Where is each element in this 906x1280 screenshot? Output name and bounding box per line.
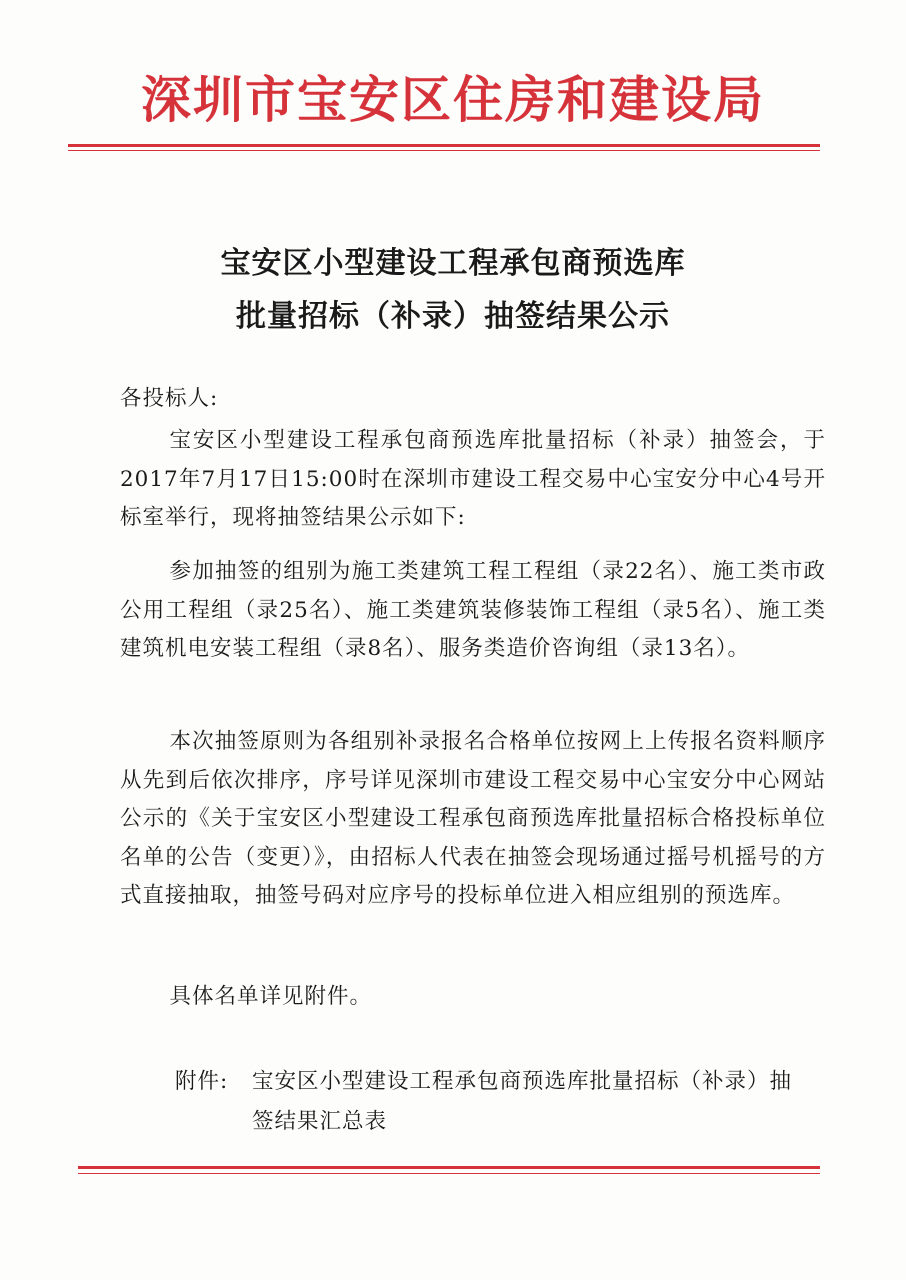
attachment-note [175, 1062, 812, 1142]
paragraph-meeting-info: 宝安区小型建设工程承包商预选库批量招标（补录）抽签会，于2017年7月17日15:00时在深圳市建设工程交易中心宝安分中心4号开标室举行，现将抽签结果公示如下: [120, 428, 826, 530]
attachment-title: 宝安区小型建设工程承包商预选库批量招标（补录）抽签结果汇总表 [252, 1069, 793, 1134]
paragraph-draw-principle: 本次抽签原则为各组别补录报名合格单位按网上上传报名资料顺序从先到后依次排序，序号详见深圳市建设工程交易中心宝安分中心网站公示的《关于宝安区小型建设工程承包商预选库批量招标合格投标单位名单的公告（变更）》，由招标人代表在抽签会现场通过摇号机摇号的方式直接抽取，抽签号码对应序号的投标单位进入相应组别的预选库。 [120, 729, 826, 908]
document-title-line-1: 宝安区小型建设工程承包商预选库 [220, 246, 686, 281]
footer-rule-thin [78, 1173, 820, 1174]
paragraph-see-attachment: 具体名单详见附件。 [169, 984, 372, 1009]
letterhead-rule-thin [68, 150, 820, 151]
greeting: 各投标人: [120, 386, 219, 411]
attachment-label: 附件: [175, 1069, 229, 1094]
footer-rule-thick [78, 1166, 820, 1169]
paragraph-groups: 参加抽签的组别为施工类建筑工程工程组（录22名）、施工类市政公用工程组（录25名）、施工类建筑装修装饰工程组（录5名）、施工类建筑机电安装工程组（录8名）、服务类造价咨询组（录13名）。 [120, 559, 826, 661]
letterhead-rule-thick [68, 144, 820, 147]
letterhead-agency-name: 深圳市宝安区住房和建设局 [141, 70, 765, 129]
document-title-line-2: 批量招标（补录）抽签结果公示 [236, 299, 670, 334]
